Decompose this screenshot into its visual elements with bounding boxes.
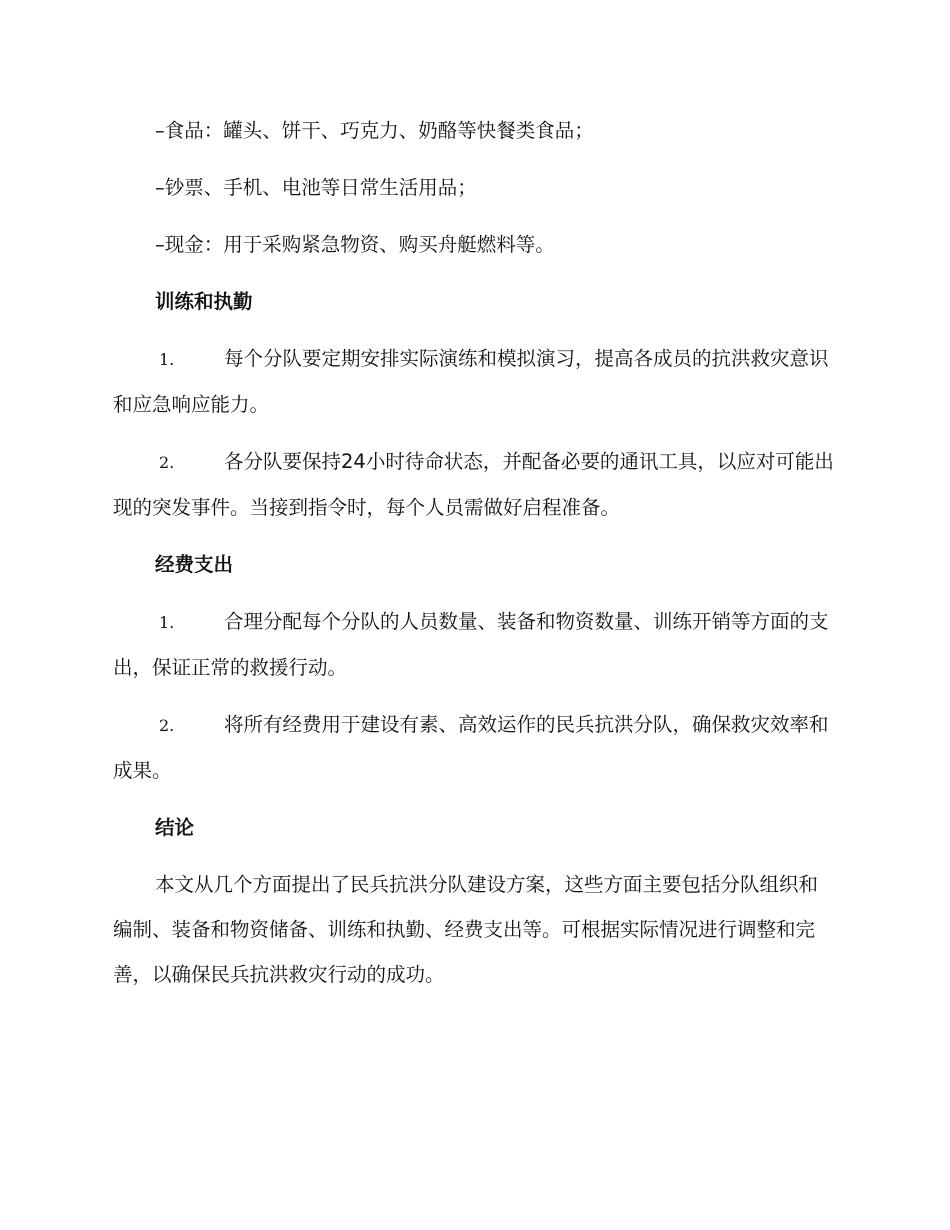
item-number: 1. — [159, 613, 175, 632]
item-text: 合理分配每个分队的人员数量、装备和物资数量、训练开销等方面的支出，保证正常的救援行动。 — [113, 610, 829, 679]
section-heading-conclusion: 结论 — [155, 816, 195, 839]
section-heading-training: 训练和执勤 — [155, 290, 253, 313]
list-item-daily-goods: –钞票、手机、电池等日常生活用品； — [155, 176, 477, 199]
document-page — [113, 108, 835, 1009]
numbered-item — [113, 336, 835, 427]
item-text: 每个分队要定期安排实际演练和模拟演习，提高各成员的抗洪救灾意识和应急响应能力。 — [113, 347, 829, 416]
item-text: 将所有经费用于建设有素、高效运作的民兵抗洪分队，确保救灾效率和成果。 — [113, 713, 829, 782]
section-heading-expenses: 经费支出 — [155, 553, 234, 576]
list-item-cash: –现金：用于采购紧急物资、购买舟艇燃料等。 — [155, 233, 555, 256]
item-number: 2. — [159, 453, 175, 472]
item-text: 各分队要保持24小时待命状态，并配备必要的通讯工具，以应对可能出现的突发事件。当接到指令时，每个人员需做好启程准备。 — [113, 450, 834, 519]
numbered-item — [113, 439, 835, 530]
numbered-item — [113, 702, 835, 793]
item-number: 1. — [159, 350, 175, 369]
numbered-item — [113, 599, 835, 690]
item-number: 2. — [159, 716, 175, 735]
conclusion-paragraph: 本文从几个方面提出了民兵抗洪分队建设方案，这些方面主要包括分队组织和编制、装备和物资储备、训练和执勤、经费支出等。可根据实际情况进行调整和完善，以确保民兵抗洪救灾行动的成功。 — [113, 873, 819, 986]
list-item-food: –食品：罐头、饼干、巧克力、奶酪等快餐类食品； — [155, 119, 594, 142]
